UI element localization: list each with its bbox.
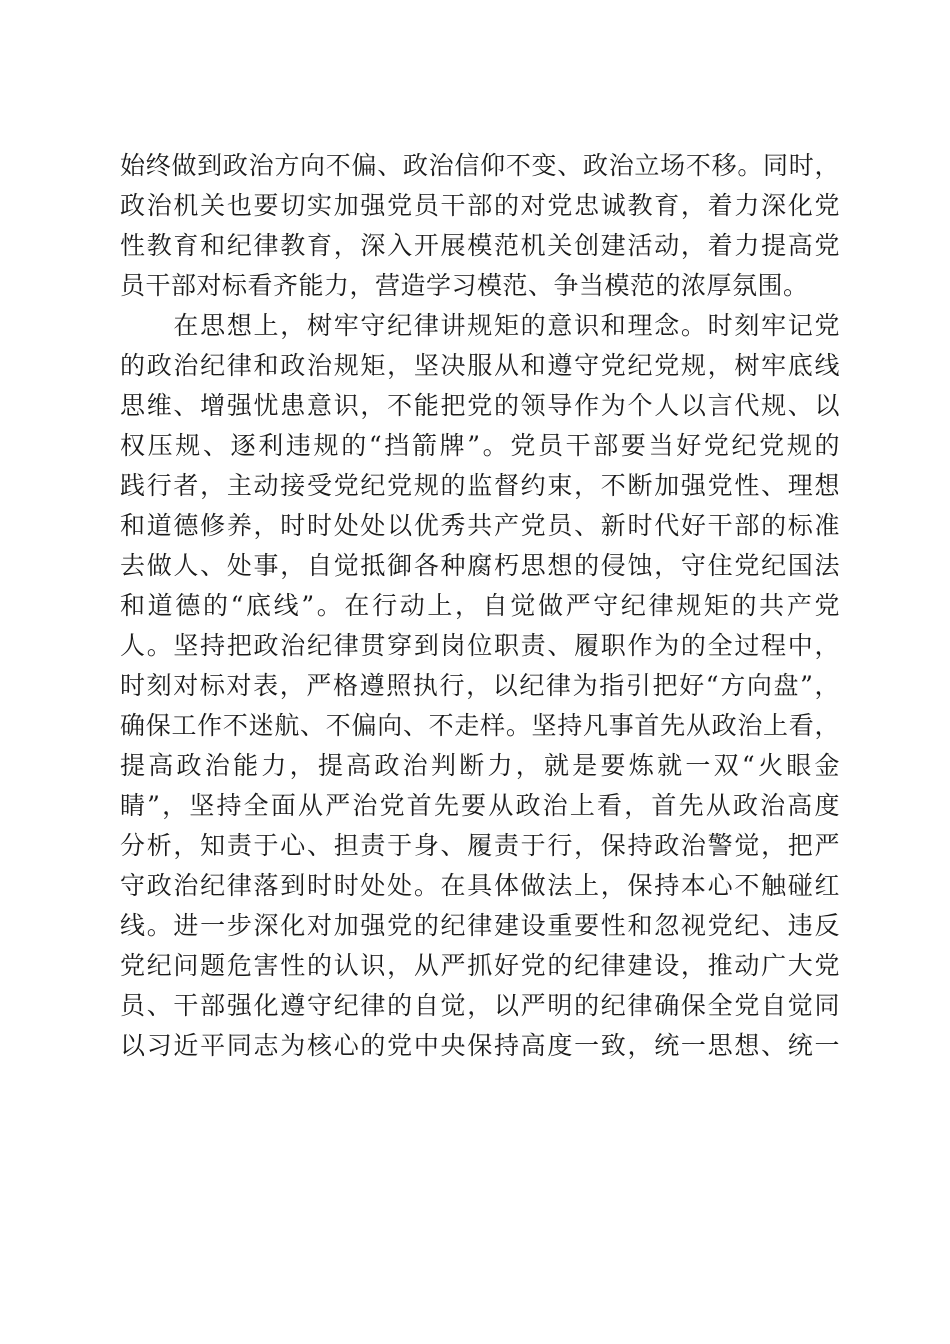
text-line: 人。坚持把政治纪律贯穿到岗位职责、履职作为的全过程中， <box>120 631 840 660</box>
text-line: 践行者，主动接受党纪党规的监督约束，不断加强党性、理想 <box>120 471 840 500</box>
text-line: 和道德修养，时时处处以优秀共产党员、新时代好干部的标准 <box>120 511 840 540</box>
body-text <box>120 146 840 1066</box>
text-line: 的政治纪律和政治规矩，坚决服从和遵守党纪党规，树牢底线 <box>120 351 840 380</box>
text-line: 和道德的“底线”。在行动上，自觉做严守纪律规矩的共产党 <box>120 591 840 620</box>
text-line: 始终做到政治方向不偏、政治信仰不变、政治立场不移。同时， <box>120 151 840 180</box>
text-line: 守政治纪律落到时时处处。在具体做法上，保持本心不触碰红 <box>120 871 840 900</box>
text-line: 员、干部强化遵守纪律的自觉，以严明的纪律确保全党自觉同 <box>120 991 840 1020</box>
text-line: 权压规、逐利违规的“挡箭牌”。党员干部要当好党纪党规的 <box>120 431 840 460</box>
text-line: 党纪问题危害性的认识，从严抓好党的纪律建设，推动广大党 <box>120 951 840 980</box>
text-line: 在思想上，树牢守纪律讲规矩的意识和理念。时刻牢记党 <box>120 311 840 340</box>
text-line: 线。进一步深化对加强党的纪律建设重要性和忽视党纪、违反 <box>120 911 840 940</box>
text-line: 时刻对标对表，严格遵照执行，以纪律为指引把好“方向盘”， <box>120 671 840 700</box>
text-line: 员干部对标看齐能力，营造学习模范、争当模范的浓厚氛围。 <box>120 271 809 300</box>
text-line: 确保工作不迷航、不偏向、不走样。坚持凡事首先从政治上看， <box>120 711 840 740</box>
text-line: 政治机关也要切实加强党员干部的对党忠诚教育，着力深化党 <box>120 191 840 220</box>
text-line: 去做人、处事，自觉抵御各种腐朽思想的侵蚀，守住党纪国法 <box>120 551 840 580</box>
text-line: 性教育和纪律教育，深入开展模范机关创建活动，着力提高党 <box>120 231 840 260</box>
text-line: 睛”，坚持全面从严治党首先要从政治上看，首先从政治高度 <box>120 791 840 820</box>
text-line: 以习近平同志为核心的党中央保持高度一致，统一思想、统一 <box>120 1031 840 1060</box>
text-line: 分析，知责于心、担责于身、履责于行，保持政治警觉，把严 <box>120 831 840 860</box>
text-line: 思维、增强忧患意识，不能把党的领导作为个人以言代规、以 <box>120 391 840 420</box>
text-line: 提高政治能力，提高政治判断力，就是要炼就一双“火眼金 <box>120 751 840 780</box>
